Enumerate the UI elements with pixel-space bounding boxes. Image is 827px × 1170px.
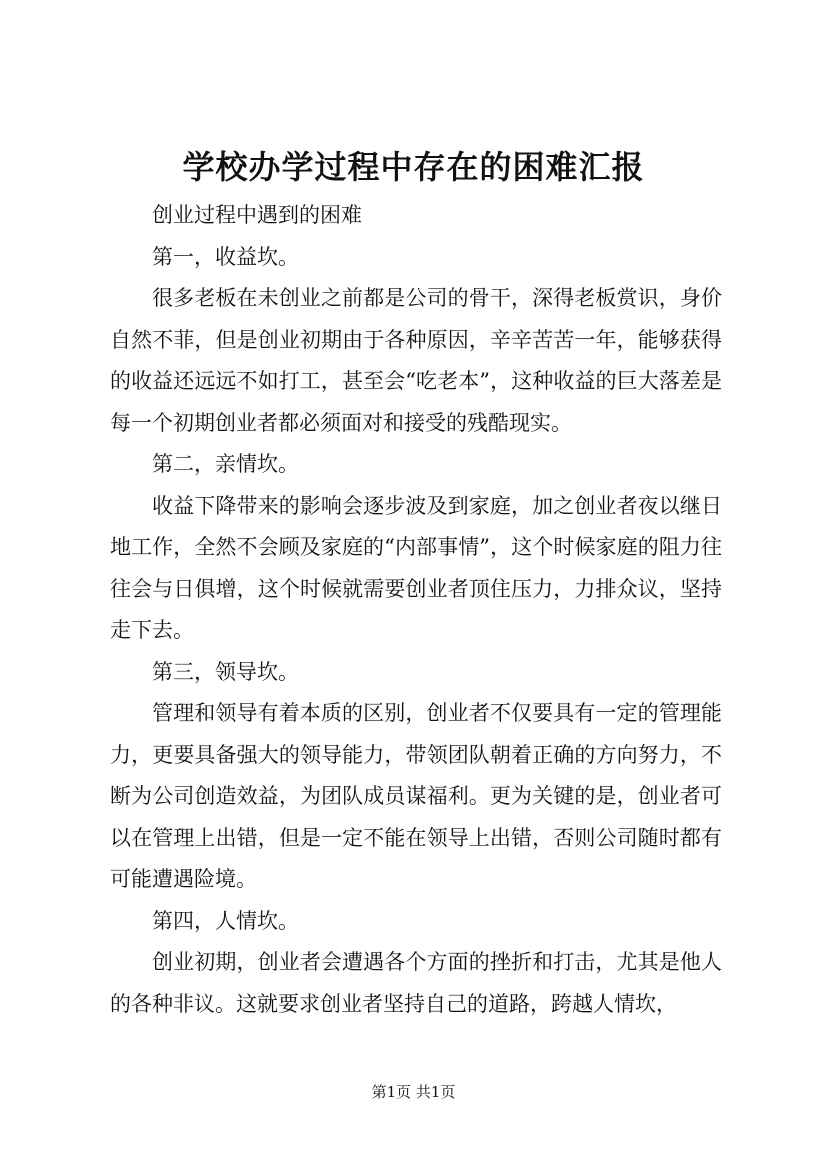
section-heading: 创业过程中遇到的困难 [152,203,362,227]
page-footer: 第1页 共1页 [371,1083,456,1101]
paragraph-3: 管理和领导有着本质的区别，创业者不仅要具有一定的管理能力，更要具备强大的领导能力，带领团队朝着正确的方向努力，不断为公司创造效益，为团队成员谋福利。更为关键的是，创业者可以在管理上出错，但是一定不能在领导上出错，否则公司随时都有可能遭遇险境。 [110,701,722,891]
paragraph-4: 创业初期，创业者会遭遇各个方面的挫折和打击，尤其是他人的各种非议。这就要求创业者坚持自己的道路，跨越人情坎， [110,950,722,1016]
document-body [110,195,722,1025]
point-heading-1: 第一，收益坎。 [152,244,299,269]
paragraph-1: 很多老板在未创业之前都是公司的骨干，深得老板赏识，身价自然不菲，但是创业初期由于各种原因，辛辛苦苦一年，能够获得的收益还远远不如打工，甚至会“吃老本”，这种收益的巨大落差是每一个初期创业者都必须面对和接受的残酷现实。 [110,286,722,435]
point-heading-2: 第二，亲情坎。 [152,452,299,476]
paragraph-2: 收益下降带来的影响会逐步波及到家庭，加之创业者夜以继日地工作，全然不会顾及家庭的“内部事情”，这个时候家庭的阻力往往会与日俱增，这个时候就需要创业者顶住压力，力排众议，坚持走下去。 [110,493,722,642]
document-title: 学校办学过程中存在的困难汇报 [182,148,645,186]
point-heading-3: 第三，领导坎。 [152,659,299,684]
point-heading-4: 第四，人情坎。 [152,908,299,933]
